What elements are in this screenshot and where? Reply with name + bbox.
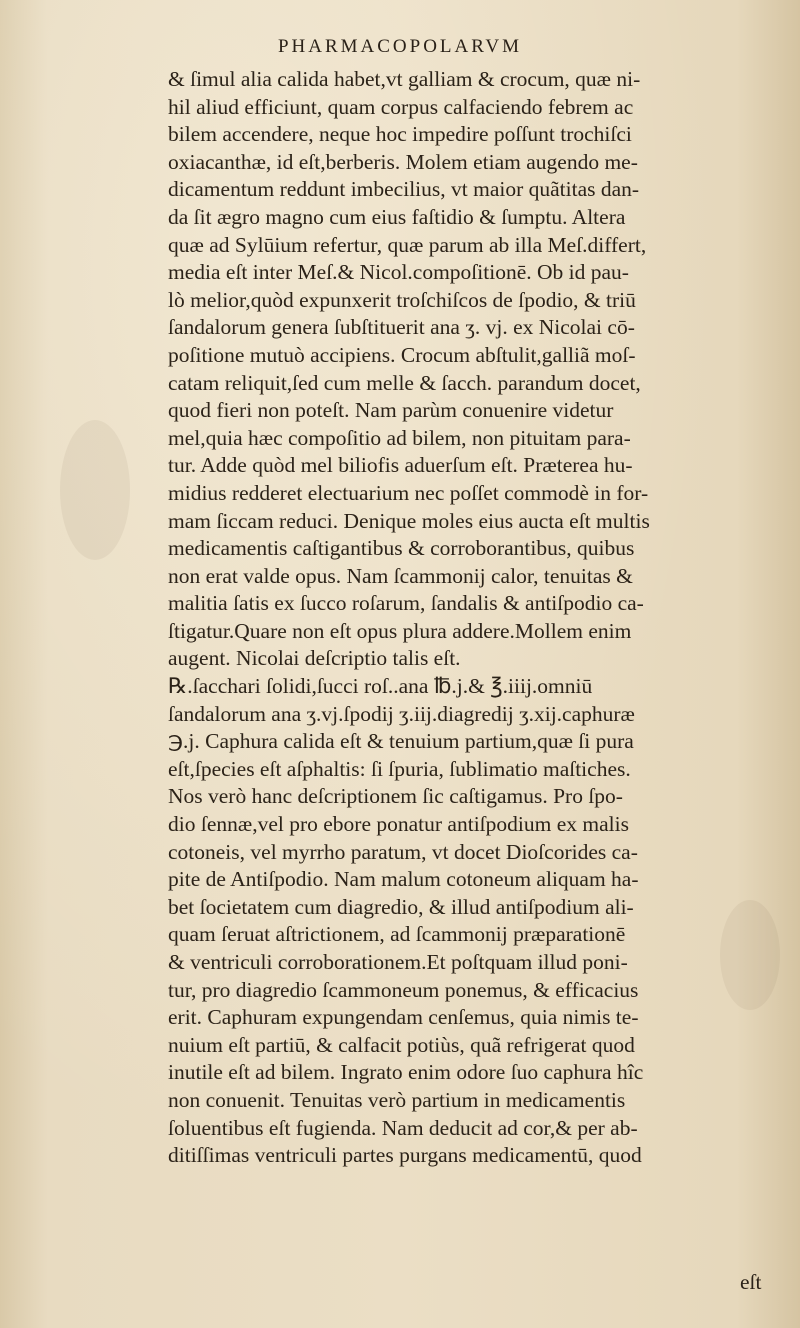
text-line: ℈.j. Caphura calida eſt & tenuium partium,quæ ſi pura (168, 729, 634, 754)
paper-stain (60, 420, 130, 560)
text-line: ſandalorum ana ʒ.vj.ſpodij ʒ.iij.diagredij ʒ.xij.caphuræ (168, 701, 635, 726)
text-line: ſtigatur.Quare non eſt opus plura addere.Mollem enim (168, 618, 632, 643)
body-text (168, 66, 788, 1170)
text-line: tur, pro diagredio ſcammoneum ponemus, & efficacius (168, 977, 639, 1002)
text-line: catam reliquit,ſed cum melle & ſacch. parandum docet, (168, 370, 641, 395)
text-line: & ventriculi corroborationem.Et poſtquam illud poni- (168, 950, 628, 974)
text-line: ſandalorum genera ſubſtituerit ana ʒ. vj. ex Nicolai cō- (168, 315, 635, 340)
text-line: Nos verò hanc deſcriptionem ſic caſtigamus. Pro ſpo- (168, 784, 623, 809)
text-line: pite de Antiſpodio. Nam malum cotoneum aliquam ha- (168, 867, 639, 892)
text-line: bet ſocietatem cum diagredio, & illud antiſpodium ali- (168, 894, 634, 919)
text-line: mam ſiccam reduci. Denique moles eius aucta eſt multis (168, 508, 650, 533)
text-line: ſoluentibus eſt fugienda. Nam deducit ad cor,& per ab- (168, 1115, 638, 1140)
text-line: media eſt inter Meſ.& Nicol.compoſitionē. Ob id pau- (168, 260, 629, 285)
text-line: non conuenit. Tenuitas verò partium in medicamentis (168, 1087, 626, 1112)
text-line: dio ſennæ,vel pro ebore ponatur antiſpodium ex malis (168, 812, 629, 837)
text-line: da ſit ægro magno cum eius faſtidio & ſumptu. Altera (168, 204, 626, 229)
text-line: oxiacanthæ, id eſt,berberis. Molem etiam augendo me- (168, 149, 638, 174)
text-line: non erat valde opus. Nam ſcammonij calor, tenuitas & (168, 563, 633, 588)
text-line: quæ ad Sylūium refertur, quæ parum ab illa Meſ.differt, (168, 232, 647, 257)
text-line: nuium eſt partiū, & calfacit potiùs, quã refrigerat quod (168, 1032, 635, 1057)
text-line: tur. Adde quòd mel biliofis aduerſum eſt. Præterea hu- (168, 453, 633, 478)
text-line: eſt,ſpecies eſt aſphaltis: ſi ſpuria, ſublimatio maſtiches. (168, 756, 631, 781)
text-line: bilem accendere, neque hoc impedire poſſunt trochiſci (168, 122, 632, 147)
text-line: quam ſeruat aſtrictionem, ad ſcammonij præparationē (168, 922, 626, 947)
text-line: dicamentum reddunt imbecilius, vt maior quãtitas dan- (168, 177, 640, 202)
text-line: cotoneis, vel myrrho paratum, vt docet Dioſcorides ca- (168, 839, 638, 864)
text-line: inutile eſt ad bilem. Ingrato enim odore ſuo caphura hîc (168, 1060, 644, 1085)
text-line: poſitione mutuò accipiens. Crocum abſtulit,galliã moſ- (168, 342, 636, 367)
text-line: erit. Caphuram expungendam cenſemus, quia nimis te- (168, 1005, 639, 1030)
text-line: lò melior,quòd expunxerit troſchiſcos de ſpodio, & triū (168, 287, 636, 312)
text-line: midius redderet electuarium nec poſſet commodè in for- (168, 480, 649, 505)
text-line: ditiſſimas ventriculi partes purgans medicamentū, quod (168, 1143, 642, 1168)
text-line: ℞.ſacchari ſolidi,ſucci roſ..ana ℔.j.& ℥.iiij.omniū (168, 674, 593, 699)
text-line: mel,quia hæc compoſitio ad bilem, non pituitam para- (168, 425, 631, 450)
text-line: malitia ſatis ex ſucco roſarum, ſandalis & antiſpodio ca- (168, 591, 644, 616)
text-line: & ſimul alia calida habet,vt galliam & crocum, quæ ni- (168, 67, 641, 91)
text-line: medicamentis caſtigantibus & corroborantibus, quibus (168, 536, 635, 561)
text-line: hil aliud efficiunt, quam corpus calfaciendo febrem ac (168, 94, 634, 119)
running-head: PHARMACOPOLARVM (277, 36, 523, 57)
text-line: augent. Nicolai deſcriptio talis eſt. (168, 646, 461, 671)
text-line: quod fieri non poteſt. Nam parùm conuenire videtur (168, 398, 614, 423)
catchword: eſt (740, 1270, 762, 1294)
